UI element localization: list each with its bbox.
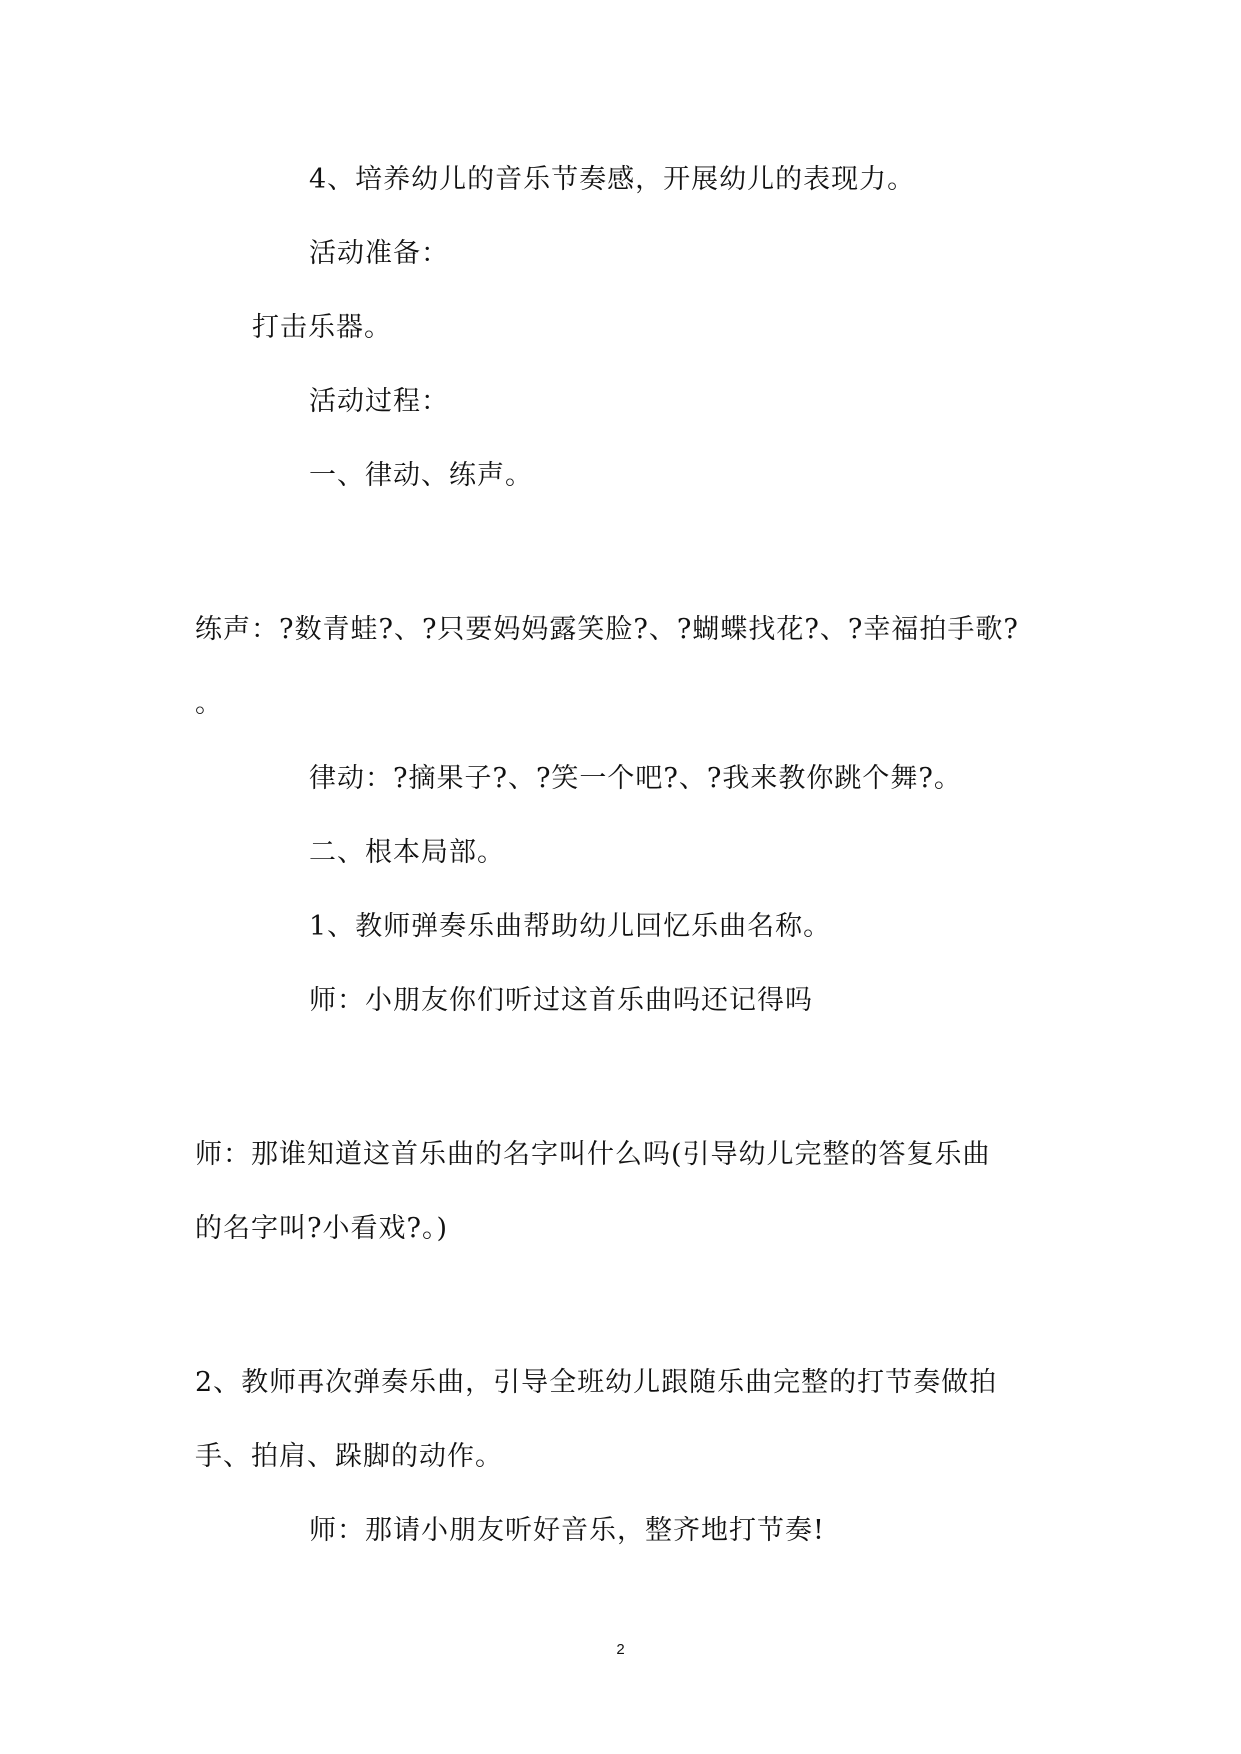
text-line-step-1: 1、教师弹奏乐曲帮助幼儿回忆乐曲名称。: [309, 911, 832, 942]
text-line-step-2-end: 手、拍肩、跺脚的动作。: [195, 1441, 503, 1472]
text-line-step-2: 2、教师再次弹奏乐曲，引导全班幼儿跟随乐曲完整的打节奏做拍: [195, 1367, 998, 1398]
text-line-process-heading: 活动过程：: [309, 386, 449, 417]
text-line-objective-4: 4、培养幼儿的音乐节奏感，开展幼儿的表现力。: [309, 164, 916, 195]
text-line-vocal-practice-end: 。: [195, 688, 223, 719]
text-line-teacher-question-1: 师：小朋友你们听过这首乐曲吗还记得吗: [309, 985, 813, 1016]
text-line-section-one: 一、律动、练声。: [309, 460, 533, 491]
text-line-preparation-heading: 活动准备：: [309, 238, 449, 269]
page-number: 2: [616, 1641, 625, 1658]
text-line-vocal-practice: 练声：?数青蛙?、?只要妈妈露笑脸?、?蝴蝶找花?、?幸福拍手歌?: [195, 614, 1019, 645]
text-line-teacher-question-2-end: 的名字叫?小看戏?。): [195, 1213, 448, 1244]
text-line-teacher-question-2: 师：那谁知道这首乐曲的名字叫什么吗(引导幼儿完整的答复乐曲: [195, 1139, 991, 1170]
text-line-percussion: 打击乐器。: [252, 312, 392, 343]
text-line-teacher-instruction: 师：那请小朋友听好音乐，整齐地打节奏!: [309, 1515, 825, 1546]
text-line-rhythm: 律动：?摘果子?、?笑一个吧?、?我来教你跳个舞?。: [309, 763, 962, 794]
text-line-section-two: 二、根本局部。: [309, 837, 505, 868]
